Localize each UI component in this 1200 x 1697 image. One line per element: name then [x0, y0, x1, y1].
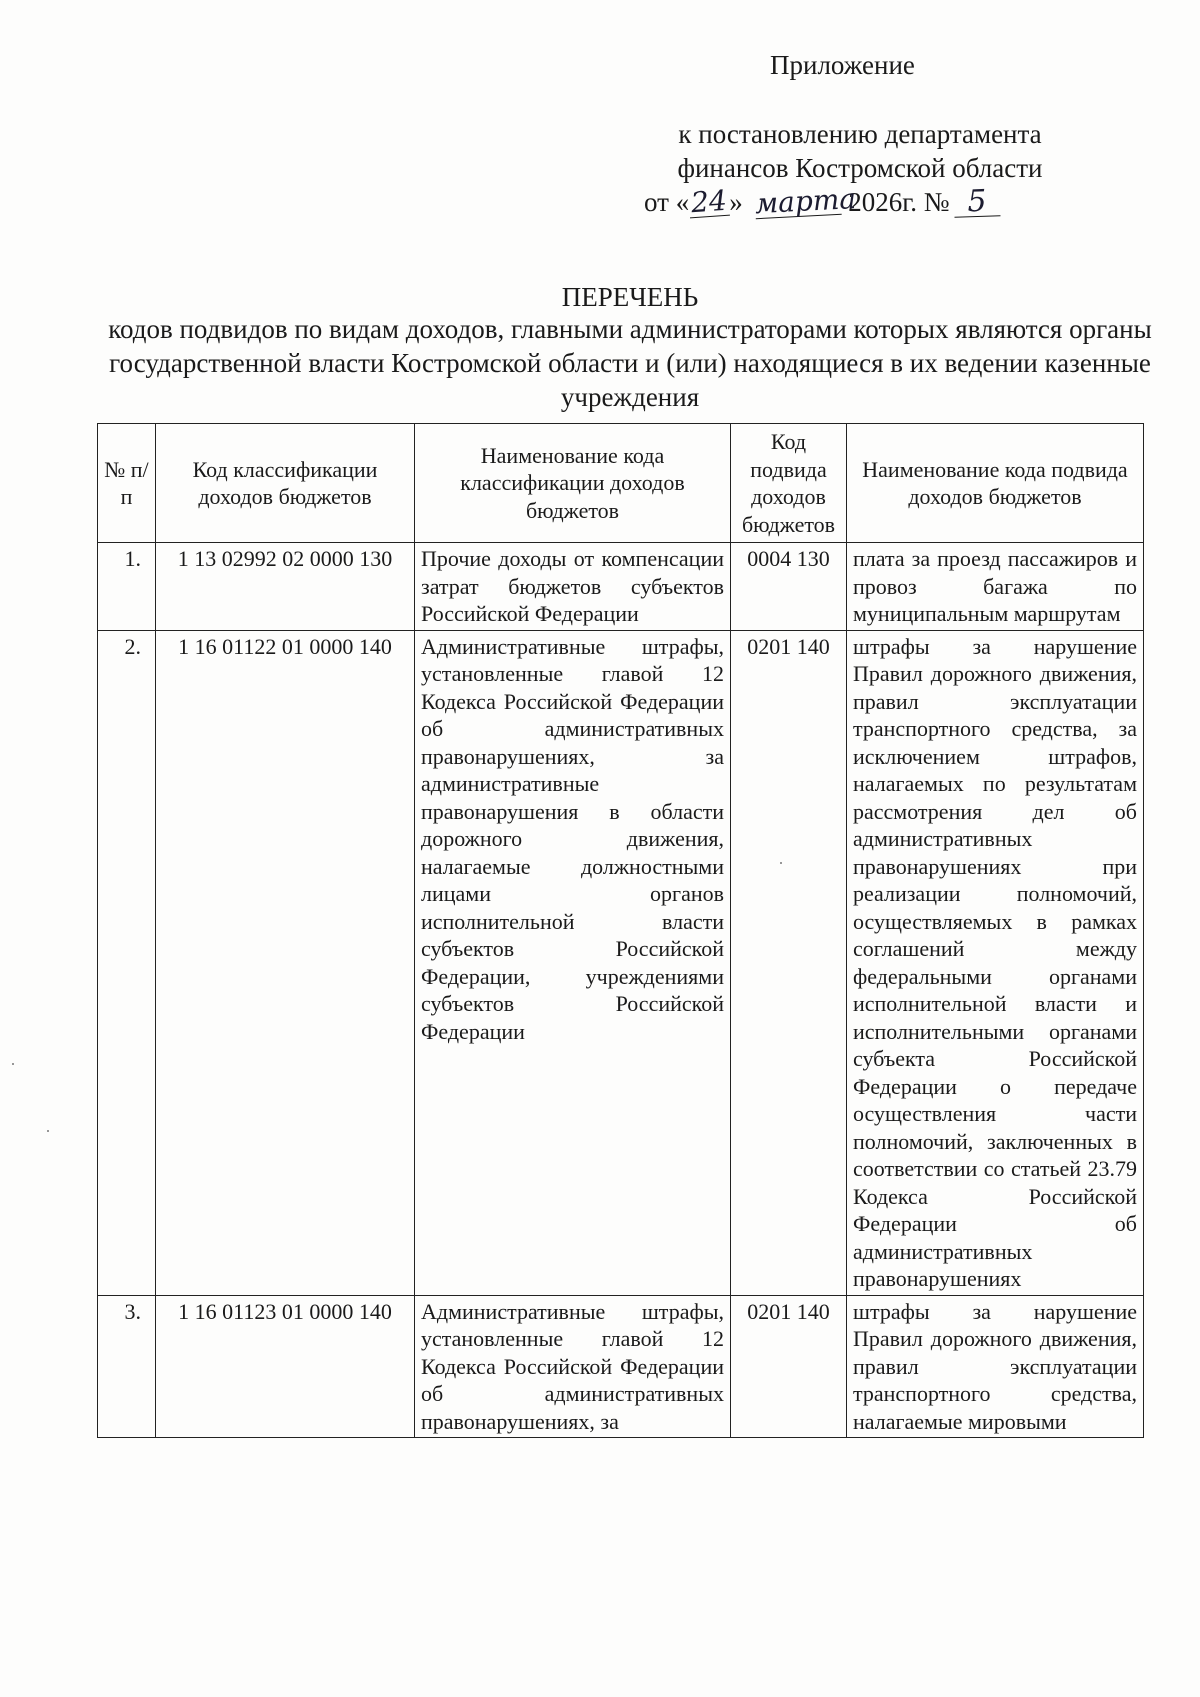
row-subcode: 0201 140 — [731, 1295, 847, 1438]
header-subtype-code: Код подвида доходов бюджетов — [731, 424, 847, 543]
header-classification-code: Код классификации доходов бюджетов — [156, 424, 415, 543]
document-title: ПЕРЕЧЕНЬ — [561, 282, 699, 312]
row-subname: штрафы за нарушение Правил дорожного движения, правил эксплуатации транспортного средства, налагаемые мировыми — [847, 1295, 1144, 1438]
table-row — [98, 1295, 1144, 1438]
row-code: 1 16 01123 01 0000 140 — [156, 1295, 415, 1438]
attachment-line-1: к постановлению департамента — [678, 119, 1042, 149]
handwritten-number: 5 — [953, 187, 1000, 218]
table-row — [98, 543, 1144, 631]
header-number: № п/п — [98, 424, 156, 543]
handwritten-month: марта — [754, 181, 858, 221]
row-code: 1 16 01122 01 0000 140 — [156, 630, 415, 1295]
row-subname: плата за проезд пассажиров и провоз багажа по муниципальным маршрутам — [847, 543, 1144, 631]
row-subcode: 0201 140 — [731, 630, 847, 1295]
header-subtype-name: Наименование кода подвида доходов бюджетов — [847, 424, 1144, 543]
row-code: 1 13 02992 02 0000 130 — [156, 543, 415, 631]
attachment-title: Приложение — [770, 50, 915, 80]
page-bottom-edge — [0, 1660, 1200, 1697]
scan-speck — [47, 1130, 49, 1132]
row-number: 3. — [98, 1295, 156, 1438]
header-classification-name: Наименование кода классификации доходов бюджетов — [415, 424, 731, 543]
table-header-row — [98, 424, 1144, 543]
table-row — [98, 630, 1144, 1295]
date-mid: » — [729, 187, 743, 217]
attachment-line-2: финансов Костромской области — [677, 153, 1043, 183]
scan-speck — [780, 862, 782, 864]
income-codes-table — [97, 423, 1144, 1438]
document-subtitle: кодов подвидов по видам доходов, главными администраторами которых являются органы государственной власти Костромской области и (или) находящиеся в их ведении казенные учреждения — [108, 314, 1152, 412]
attachment-date-line — [644, 181, 1000, 221]
row-subname: штрафы за нарушение Правил дорожного движения, правил эксплуатации транспортного средства, за исключением штрафов, налагаемых по результатам рассмотрения дел об административных правонарушениях при реализации полномочий, осуществляемых в рамках соглашений между федеральными органами исполнительной власти и исполнительными органами субъекта Российской Федерации о передаче осуществления части полномочий, заключенных в соответствии со статьей 23.79 Кодекса Российской Федерации об административных правонарушениях — [847, 630, 1144, 1295]
row-number: 2. — [98, 630, 156, 1295]
row-name: Административные штрафы, установленные главой 12 Кодекса Российской Федерации об административных правонарушениях, за — [415, 1295, 731, 1438]
row-name: Прочие доходы от компенсации затрат бюджетов субъектов Российской Федерации — [415, 543, 731, 631]
handwritten-day: 24 — [688, 187, 730, 219]
date-suffix: 2026г. № — [848, 187, 950, 217]
date-prefix: от « — [644, 187, 690, 217]
row-number: 1. — [98, 543, 156, 631]
row-name: Административные штрафы, установленные главой 12 Кодекса Российской Федерации об административных правонарушениях, за административные правонарушения в области дорожного движения, налагаемые должностными лицами органов исполнительной власти субъектов Российской Федерации, учреждениями субъектов Российской Федерации — [415, 630, 731, 1295]
scan-speck — [12, 1063, 14, 1065]
row-subcode: 0004 130 — [731, 543, 847, 631]
attachment-reference — [650, 117, 1070, 185]
